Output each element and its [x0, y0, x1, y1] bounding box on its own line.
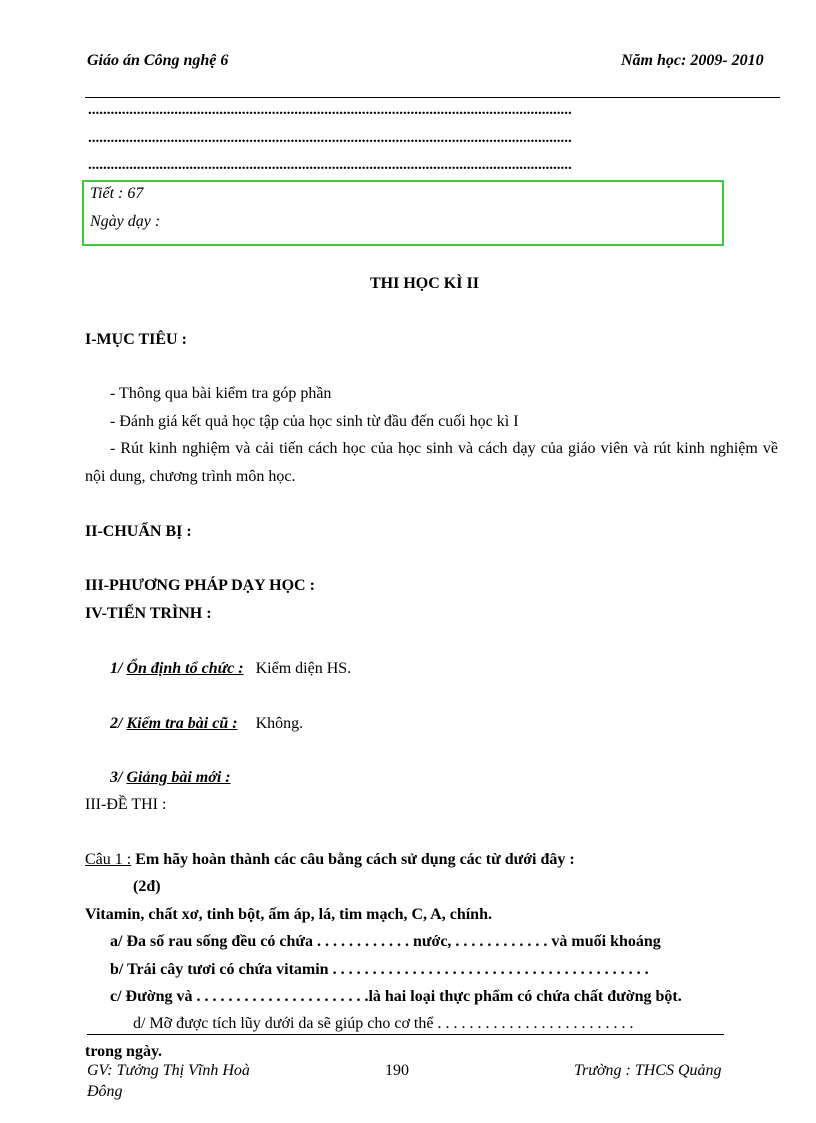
step-3 — [110, 769, 231, 787]
footer-page-number: 190 — [385, 1062, 409, 1079]
question-1-item-d-cont: trong ngày. — [85, 1043, 163, 1060]
footer-school: Trường : THCS Quảng — [574, 1062, 722, 1079]
section-process: IV-TIẾN TRÌNH : — [85, 605, 212, 622]
question-1-item-d: d/ Mỡ được tích lũy dưới da sẽ giúp cho cơ thể . . . . . . . . . . . . . . . . . . . . . . . . . — [133, 1015, 634, 1032]
teaching-date: Ngày dạy : — [90, 213, 161, 230]
question-1-item-c: c/ Đường và . . . . . . . . . . . . . . . . . . . . . .là hai loại thực phẩm có chứa chất đường bột. — [110, 988, 682, 1005]
step-2-label: Kiểm tra bài cũ : — [126, 715, 238, 732]
lesson-info-box — [82, 180, 724, 246]
step-1-text: Kiểm diện HS. — [255, 660, 352, 677]
question-1-label: Câu 1 : — [85, 851, 132, 868]
page-title: THI HỌC KÌ II — [370, 275, 479, 292]
dot-line-1: ................................................................................................................................. — [88, 102, 572, 118]
item-d-underline — [87, 1034, 724, 1035]
objective-3: - Rút kinh nghiệm và cải tiến cách học của học sinh và cách dạy của giáo viên và rút kinh nghiệm về nội dung, chương trình môn học. — [85, 440, 778, 485]
step-2-number: 2/ — [110, 715, 123, 732]
objective-2: - Đánh giá kết quả học tập của học sinh từ đầu đến cuối học kì I — [110, 413, 519, 430]
step-2-text: Không. — [255, 715, 304, 732]
question-1-item-a: a/ Đa số rau sống đều có chứa . . . . . . . . . . . . nước, . . . . . . . . . . . . và muối khoáng — [110, 933, 661, 950]
section-exam: III-ĐỀ THI : — [85, 796, 167, 813]
question-1-prompt: Em hãy hoàn thành các câu bằng cách sử dụng các từ dưới đây : — [135, 851, 575, 868]
step-1 — [110, 660, 351, 678]
dot-line-2: ................................................................................................................................. — [88, 130, 572, 146]
footer-teacher: GV: Tưởng Thị Vĩnh Hoà — [87, 1062, 250, 1079]
footer-school-cont: Đông — [87, 1083, 123, 1100]
step-3-number: 3/ — [110, 769, 123, 786]
header-left: Giáo án Công nghệ 6 — [87, 52, 229, 69]
section-objectives: I-MỤC TIÊU : — [85, 331, 187, 348]
header-rule — [85, 97, 780, 98]
dot-line-3: ................................................................................................................................. — [88, 157, 572, 173]
step-1-label: Ổn định tổ chức : — [126, 660, 244, 677]
step-2 — [110, 715, 303, 733]
step-1-number: 1/ — [110, 660, 123, 677]
question-1-header — [85, 851, 575, 869]
question-1-points: (2đ) — [133, 878, 161, 895]
question-1-item-b: b/ Trái cây tươi có chứa vitamin . . . . . . . . . . . . . . . . . . . . . . . . . . . . . . . . . . . . . . . . — [110, 961, 649, 978]
step-3-label: Giảng bài mới : — [126, 769, 231, 786]
objective-1: - Thông qua bài kiểm tra góp phần — [110, 385, 332, 402]
section-methods: III-PHƯƠNG PHÁP DẠY HỌC : — [85, 577, 315, 594]
question-1-word-bank: Vitamin, chất xơ, tinh bột, ấm áp, lá, tim mạch, C, A, chính. — [85, 906, 492, 923]
lesson-number: Tiết : 67 — [90, 185, 144, 202]
section-preparation: II-CHUẨN BỊ : — [85, 523, 192, 540]
header-right: Năm học: 2009- 2010 — [621, 52, 764, 69]
